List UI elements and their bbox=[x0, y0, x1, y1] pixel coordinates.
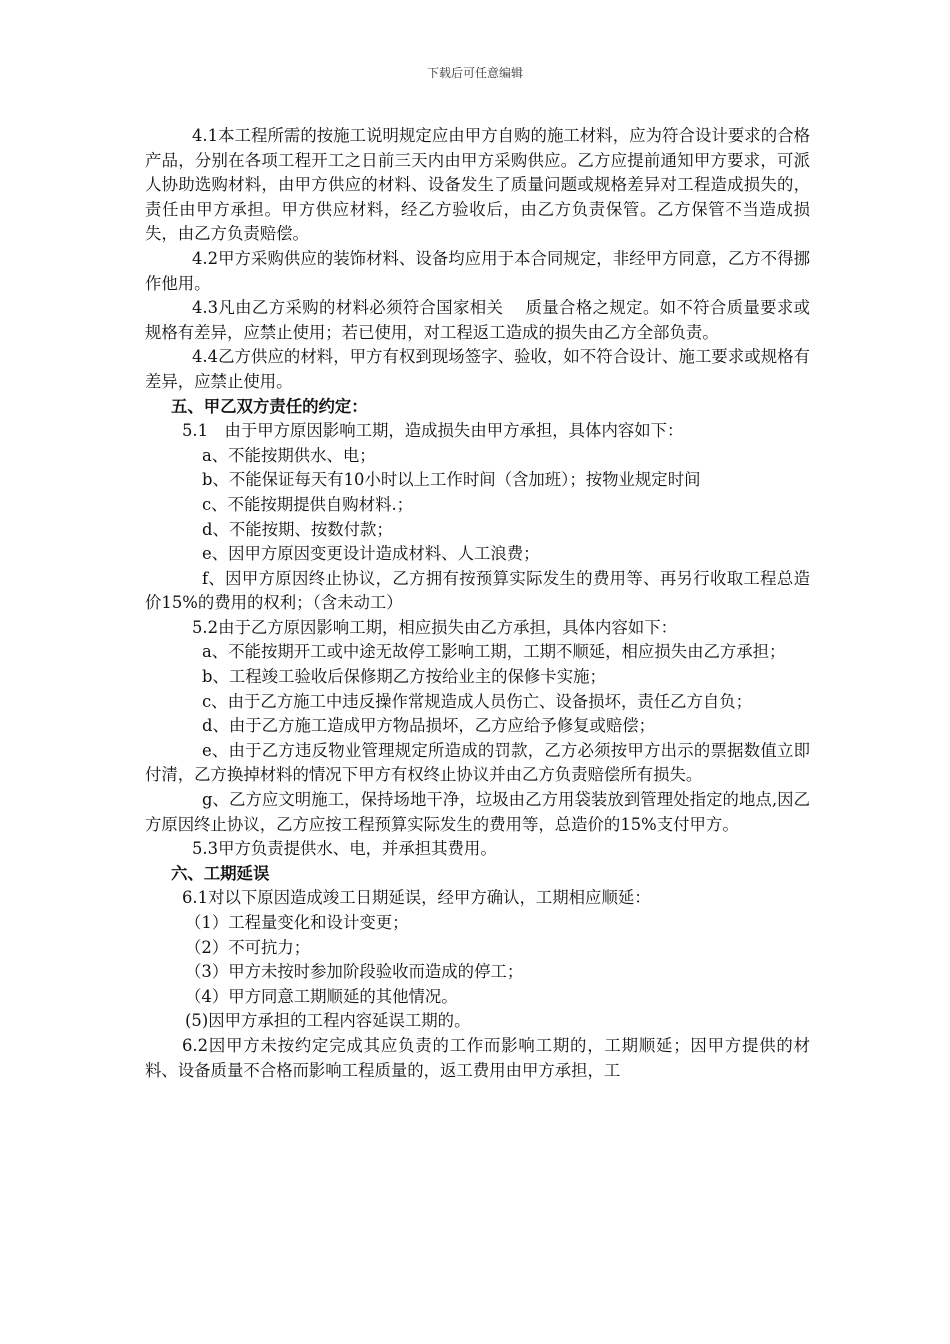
paragraph: 6.2因甲方未按约定完成其应负责的工作而影响工期的，工期顺延；因甲方提供的材料、设备质量不合格而影响工程质量的，返工费用由甲方承担，工 bbox=[145, 1035, 810, 1080]
paragraph: 4.4乙方供应的材料，甲方有权到现场签字、验收，如不符合设计、施工要求或规格有差异，应禁止使用。 bbox=[145, 347, 810, 391]
paragraph: e、由于乙方违反物业管理规定所造成的罚款，乙方必须按甲方出示的票据数值立即付清，乙方换掉材料的情况下甲方有权终止协议并由乙方负责赔偿所有损失。 bbox=[145, 740, 810, 785]
section-heading: 六、工期延误 bbox=[171, 863, 270, 883]
paragraph: g、乙方应文明施工，保持场地干净，垃圾由乙方用袋装放到管理处指定的地点,因乙方原因终止协议，乙方应按工程预算实际发生的费用等，总造价的15%支付甲方。 bbox=[145, 790, 810, 834]
paragraph: 6.1对以下原因造成竣工日期延误，经甲方确认，工期相应顺延： bbox=[182, 888, 651, 908]
paragraph: 5.1 由于甲方原因影响工期，造成损失由甲方承担，具体内容如下： bbox=[182, 421, 684, 441]
paragraph: 5.3甲方负责提供水、电，并承担其费用。 bbox=[192, 839, 497, 859]
paragraph: c、由于乙方施工中违反操作常规造成人员伤亡、设备损坏，责任乙方自负； bbox=[202, 691, 753, 711]
paragraph: (5)因甲方承担的工程内容延误工期的。 bbox=[185, 1011, 471, 1031]
paragraph: b、工程竣工验收后保修期乙方按给业主的保修卡实施； bbox=[202, 667, 606, 687]
paragraph: a、不能按期供水、电； bbox=[202, 445, 376, 465]
paragraph: a、不能按期开工或中途无故停工影响工期，工期不顺延，相应损失由乙方承担； bbox=[202, 642, 786, 662]
paragraph: c、不能按期提供自购材料.； bbox=[202, 494, 414, 514]
section-heading: 五、甲乙双方责任的约定： bbox=[171, 396, 368, 416]
paragraph: （4）甲方同意工期顺延的其他情况。 bbox=[185, 986, 458, 1006]
paragraph: d、不能按期、按数付款； bbox=[202, 519, 393, 539]
paragraph: e、因甲方原因变更设计造成材料、人工浪费； bbox=[202, 544, 540, 564]
paragraph: （1）工程量变化和设计变更； bbox=[185, 913, 409, 932]
paragraph: 4.3凡由乙方采购的材料必须符合国家相关 质量合格之规定。如不符合质量要求或规格有差异，应禁止使用；若已使用，对工程返工造成的损失由乙方全部负责。 bbox=[145, 298, 810, 342]
paragraph: f、因甲方原因终止协议，乙方拥有按预算实际发生的费用等、再另行收取工程总造价15%的费用的权利；（含未动工） bbox=[145, 568, 810, 613]
document-body bbox=[145, 124, 810, 1083]
paragraph: （3）甲方未按时参加阶段验收而造成的停工； bbox=[185, 962, 524, 982]
paragraph: 4.1本工程所需的按施工说明规定应由甲方自购的施工材料，应为符合设计要求的合格产品，分别在各项工程开工之日前三天内由甲方采购供应。乙方应提前通知甲方要求，可派人协助选购材料，由甲方供应的材料、设备发生了质量问题或规格差异对工程造成损失的，责任由甲方承担。甲方供应材料，经乙方验收后，由乙方负责保管。乙方保管不当造成损失，由乙方负责赔偿。 bbox=[145, 126, 810, 244]
paragraph: 5.2由于乙方原因影响工期，相应损失由乙方承担，具体内容如下： bbox=[192, 617, 678, 637]
paragraph: （2）不可抗力； bbox=[185, 937, 311, 957]
paragraph: b、不能保证每天有10小时以上工作时间（含加班）；按物业规定时间 bbox=[202, 470, 701, 490]
paragraph: d、由于乙方施工造成甲方物品损坏，乙方应给予修复或赔偿； bbox=[202, 716, 656, 736]
paragraph: 4.2甲方采购供应的装饰材料、设备均应用于本合同规定，非经甲方同意，乙方不得挪作他用。 bbox=[145, 248, 810, 293]
page-header: 下载后可任意编辑 bbox=[426, 66, 523, 80]
